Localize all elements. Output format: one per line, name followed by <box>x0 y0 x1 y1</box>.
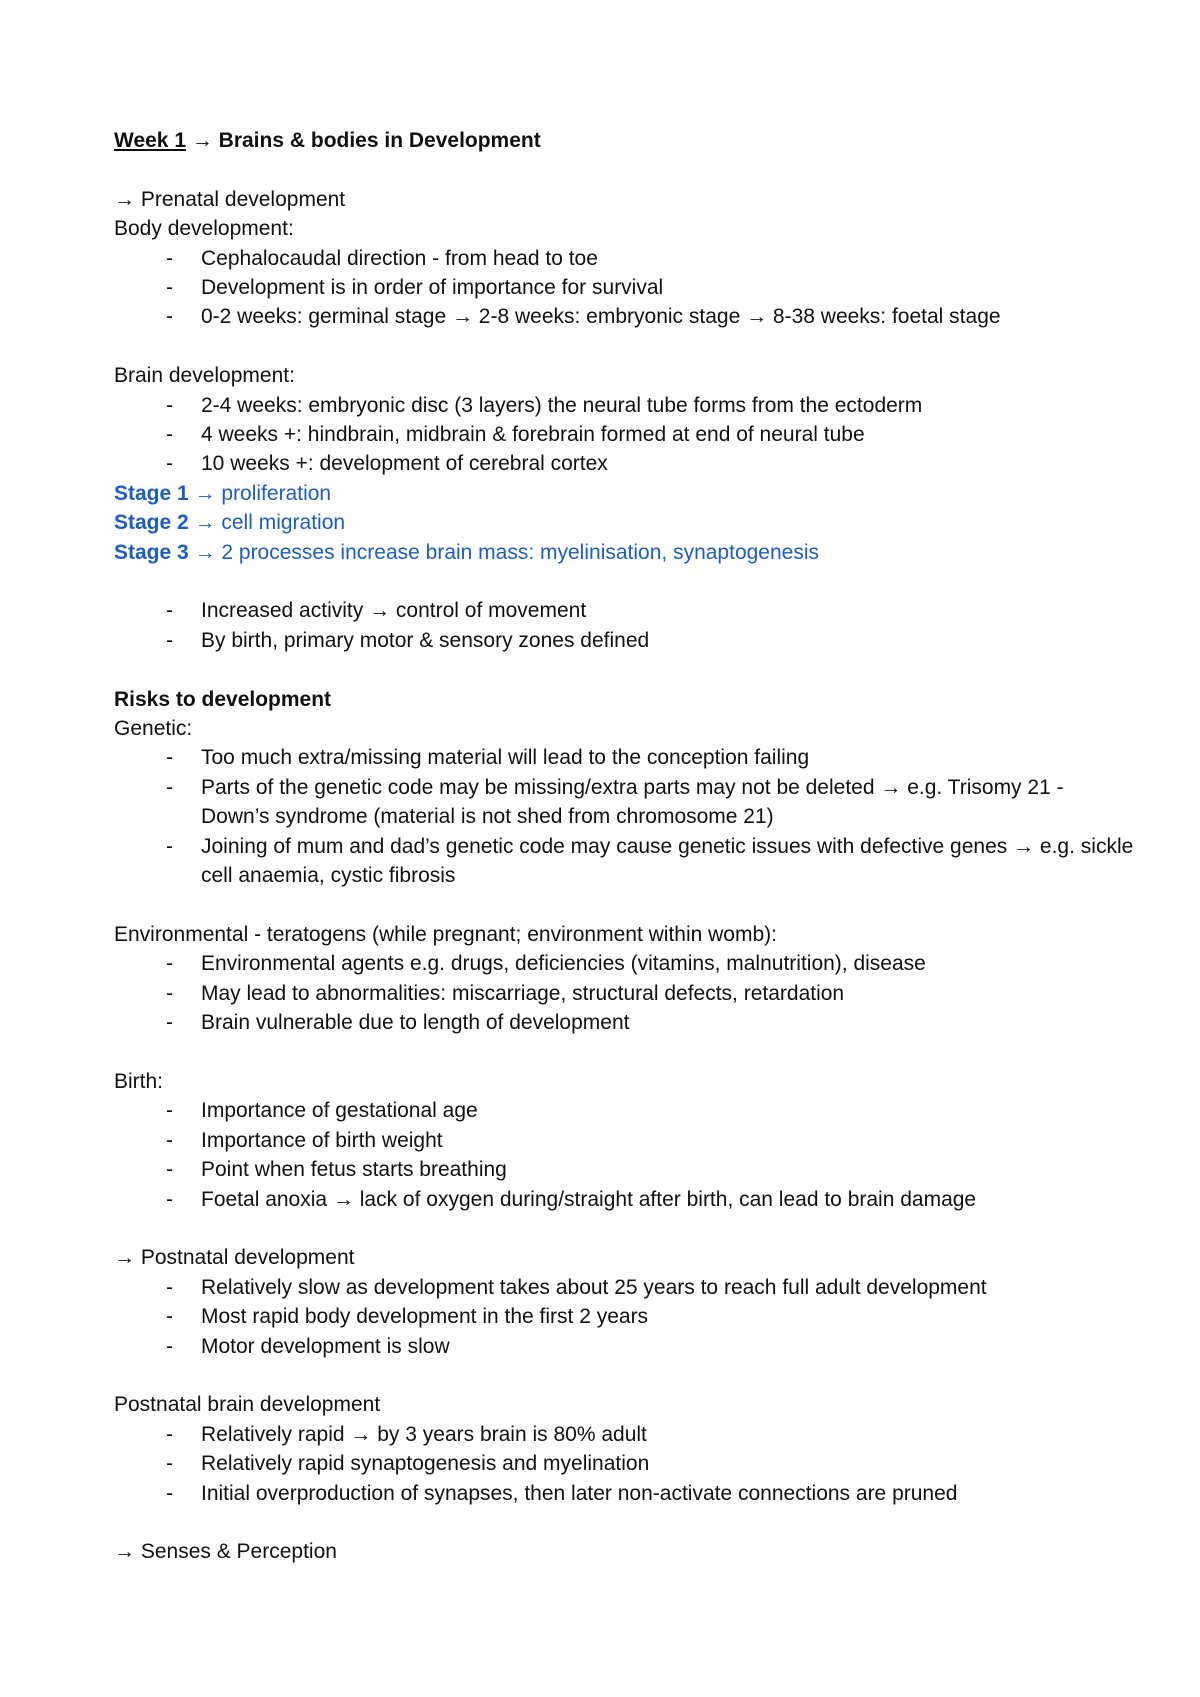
bullet-dash: - <box>166 952 173 976</box>
bullet-dash: - <box>166 1422 173 1446</box>
birth-label: Birth: <box>114 1069 164 1093</box>
bullet-dash: - <box>166 981 173 1005</box>
bullet-dash: - <box>166 1452 173 1476</box>
postnatal-heading: → Postnatal development <box>114 1246 355 1270</box>
spacer <box>114 655 1124 684</box>
stage-2-line: Stage 2 → cell migration <box>114 511 346 535</box>
list-item: - Motor development is slow <box>114 1332 1124 1361</box>
environmental-list <box>114 949 1124 1037</box>
bullet-dash: - <box>166 1099 173 1123</box>
stage-3-line: Stage 3 → 2 processes increase brain mass: myelinisation, synaptogenesis <box>114 540 820 564</box>
stage-label: Stage 1 <box>114 481 189 505</box>
postnatal-brain-label: Postnatal brain development <box>114 1393 381 1417</box>
document-page <box>114 126 1134 1567</box>
list-item: - Initial overproduction of synapses, then later non-activate connections are pruned <box>114 1479 1124 1508</box>
list-item: - By birth, primary motor & sensory zones defined <box>114 626 1124 655</box>
bullet-dash: - <box>166 246 173 270</box>
week-label: Week 1 <box>114 129 186 152</box>
postnatal-list <box>114 1273 1124 1361</box>
spacer <box>114 1038 1124 1067</box>
spacer <box>114 1361 1124 1390</box>
bullet-dash: - <box>166 1305 173 1329</box>
bullet-dash: - <box>166 746 173 770</box>
list-item: - Cephalocaudal direction - from head to toe <box>114 244 1124 273</box>
bullet-dash: - <box>166 1187 173 1211</box>
genetic-label: Genetic: <box>114 717 193 741</box>
list-item: - Importance of gestational age <box>114 1096 1124 1125</box>
risks-heading: Risks to development <box>114 687 332 711</box>
list-item: - Foetal anoxia → lack of oxygen during/straight after birth, can lead to brain damage <box>114 1185 1124 1214</box>
bullet-dash: - <box>166 452 173 476</box>
stage-label: Stage 2 <box>114 511 189 535</box>
environmental-label: Environmental - teratogens (while pregnant; environment within womb): <box>114 922 777 946</box>
list-item: - Joining of mum and dad’s genetic code may cause genetic issues with defective genes → e.g. sickle cell anaemia, cystic fibrosis <box>114 832 1124 891</box>
stage-notes-list <box>114 596 1124 655</box>
list-item: - Development is in order of importance for survival <box>114 273 1124 302</box>
list-item: - Importance of birth weight <box>114 1126 1124 1155</box>
stage-label: Stage 3 <box>114 540 189 564</box>
list-item: - Parts of the genetic code may be missing/extra parts may not be deleted → e.g. Trisomy 21 - Down’s syndrome (material is not shed from chromosome 21) <box>114 773 1124 832</box>
body-development-list <box>114 244 1124 332</box>
bullet-dash: - <box>166 276 173 300</box>
bullet-dash: - <box>166 628 173 652</box>
stage-1-line: Stage 1 → proliferation <box>114 481 332 505</box>
senses-heading: → Senses & Perception <box>114 1540 337 1564</box>
brain-development-list <box>114 391 1124 479</box>
list-item: - 0-2 weeks: germinal stage → 2-8 weeks: embryonic stage → 8-38 weeks: foetal stage <box>114 302 1124 331</box>
list-item: - Too much extra/missing material will lead to the conception failing <box>114 743 1124 772</box>
spacer <box>114 567 1124 596</box>
bullet-dash: - <box>166 305 173 329</box>
prenatal-heading: → Prenatal development <box>114 187 346 211</box>
list-item: - Increased activity → control of movement <box>114 596 1124 625</box>
bullet-dash: - <box>166 1275 173 1299</box>
list-item: - Brain vulnerable due to length of development <box>114 1008 1124 1037</box>
bullet-dash: - <box>166 423 173 447</box>
list-item: - Relatively rapid synaptogenesis and myelination <box>114 1449 1124 1478</box>
bullet-dash: - <box>166 834 173 858</box>
spacer <box>114 891 1124 920</box>
bullet-dash: - <box>166 1158 173 1182</box>
list-item: - 10 weeks +: development of cerebral cortex <box>114 449 1124 478</box>
list-item: - Most rapid body development in the first 2 years <box>114 1302 1124 1331</box>
list-item: - 4 weeks +: hindbrain, midbrain & forebrain formed at end of neural tube <box>114 420 1124 449</box>
bullet-dash: - <box>166 393 173 417</box>
bullet-dash: - <box>166 1011 173 1035</box>
list-item: - Relatively rapid → by 3 years brain is 80% adult <box>114 1420 1124 1449</box>
spacer <box>114 1508 1124 1537</box>
birth-list <box>114 1096 1124 1214</box>
spacer <box>114 332 1124 361</box>
list-item: - Environmental agents e.g. drugs, deficiencies (vitamins, malnutrition), disease <box>114 949 1124 978</box>
genetic-list <box>114 743 1134 890</box>
list-item: - Relatively slow as development takes about 25 years to reach full adult development <box>114 1273 1124 1302</box>
spacer <box>114 155 1124 184</box>
page-title <box>114 126 1124 155</box>
bullet-dash: - <box>166 775 173 799</box>
list-item: - 2-4 weeks: embryonic disc (3 layers) the neural tube forms from the ectoderm <box>114 391 1124 420</box>
brain-development-label: Brain development: <box>114 364 295 388</box>
bullet-dash: - <box>166 599 173 623</box>
postnatal-brain-list <box>114 1420 1124 1508</box>
title-rest: → Brains & bodies in Development <box>186 129 541 152</box>
spacer <box>114 1214 1124 1243</box>
bullet-dash: - <box>166 1334 173 1358</box>
bullet-dash: - <box>166 1481 173 1505</box>
bullet-dash: - <box>166 1128 173 1152</box>
list-item: - Point when fetus starts breathing <box>114 1155 1124 1184</box>
list-item: - May lead to abnormalities: miscarriage, structural defects, retardation <box>114 979 1124 1008</box>
body-development-label: Body development: <box>114 217 294 241</box>
